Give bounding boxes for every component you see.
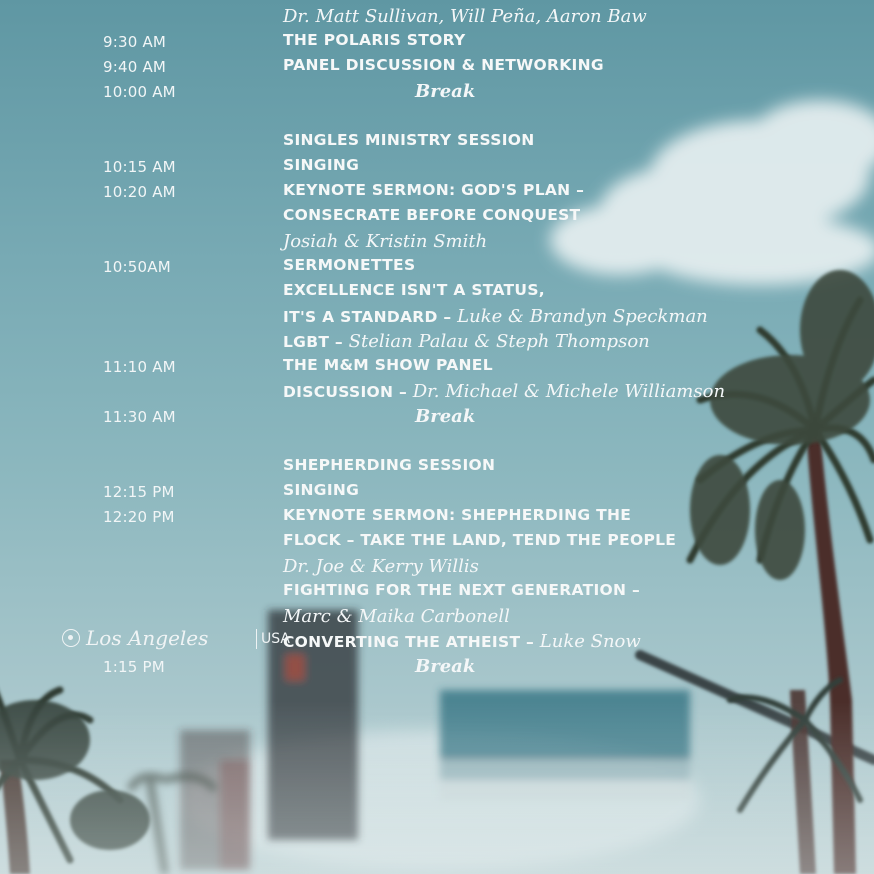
schedule-row bbox=[0, 231, 874, 256]
session-title: DISCUSSION – bbox=[283, 383, 413, 401]
schedule-row bbox=[0, 481, 874, 506]
schedule-row bbox=[0, 131, 874, 156]
session-title: EXCELLENCE ISN'T A STATUS, bbox=[283, 281, 545, 299]
session-line bbox=[283, 606, 510, 627]
session-title: CONVERTING THE ATHEIST – bbox=[283, 633, 540, 651]
session-line bbox=[283, 481, 359, 500]
session-line bbox=[283, 31, 466, 50]
time-label: 10:00 AM bbox=[103, 83, 176, 101]
session-line bbox=[283, 181, 584, 200]
session-line bbox=[283, 131, 535, 150]
time-label: 1:15 PM bbox=[103, 658, 165, 676]
session-title: CONSECRATE BEFORE CONQUEST bbox=[283, 206, 581, 224]
time-label: 10:15 AM bbox=[103, 158, 176, 176]
session-line bbox=[283, 6, 647, 27]
speaker-names: Stelian Palau & Steph Thompson bbox=[348, 331, 650, 352]
session-title: THE POLARIS STORY bbox=[283, 31, 466, 49]
schedule-row bbox=[0, 531, 874, 556]
session-line bbox=[283, 56, 604, 75]
speaker-names: Luke & Brandyn Speckman bbox=[457, 306, 708, 327]
location-city: Los Angeles bbox=[86, 626, 209, 650]
session-line bbox=[283, 356, 493, 375]
location-country: USA bbox=[261, 631, 290, 647]
speaker-names: Luke Snow bbox=[539, 631, 641, 652]
session-title: KEYNOTE SERMON: GOD'S PLAN – bbox=[283, 181, 585, 199]
schedule-row bbox=[0, 206, 874, 231]
session-title: SINGING bbox=[283, 481, 360, 499]
break-row bbox=[0, 81, 874, 106]
session-line bbox=[283, 231, 487, 252]
time-label: 9:40 AM bbox=[103, 58, 167, 76]
schedule-row bbox=[0, 456, 874, 481]
location-divider bbox=[256, 629, 257, 649]
speaker-names: Dr. Matt Sullivan, Will Peña, Aaron Baw bbox=[283, 6, 647, 27]
schedule-row bbox=[0, 306, 874, 331]
time-label: 11:30 AM bbox=[103, 408, 176, 426]
session-title: PANEL DISCUSSION & NETWORKING bbox=[283, 56, 604, 74]
speaker-names: Josiah & Kristin Smith bbox=[283, 231, 488, 252]
session-line bbox=[283, 506, 631, 525]
session-line bbox=[283, 531, 676, 550]
time-label: 10:50AM bbox=[103, 258, 171, 276]
session-line bbox=[283, 206, 580, 225]
session-title: LGBT – bbox=[283, 333, 349, 351]
break-row bbox=[0, 406, 874, 431]
schedule-row bbox=[0, 381, 874, 406]
session-line bbox=[283, 281, 545, 300]
schedule-row bbox=[0, 181, 874, 206]
session-title: SHEPHERDING SESSION bbox=[283, 456, 496, 474]
session-line bbox=[283, 306, 708, 327]
session-title: THE M&M SHOW PANEL bbox=[283, 356, 493, 374]
location-pin-icon bbox=[62, 629, 80, 647]
schedule-row bbox=[0, 331, 874, 356]
session-line bbox=[283, 456, 495, 475]
session-line bbox=[283, 331, 650, 352]
schedule-row bbox=[0, 6, 874, 31]
break-label: Break bbox=[415, 81, 476, 102]
schedule-row bbox=[0, 556, 874, 581]
session-line bbox=[283, 631, 641, 652]
session-title: KEYNOTE SERMON: SHEPHERDING THE bbox=[283, 506, 632, 524]
session-title: FIGHTING FOR THE NEXT GENERATION – bbox=[283, 581, 641, 599]
session-title: SINGING bbox=[283, 156, 360, 174]
session-line bbox=[283, 256, 415, 275]
break-label: Break bbox=[415, 406, 476, 427]
break-label: Break bbox=[415, 656, 476, 677]
schedule-row bbox=[0, 31, 874, 56]
schedule-row bbox=[0, 506, 874, 531]
session-line bbox=[283, 581, 640, 600]
session-title: SINGLES MINISTRY SESSION bbox=[283, 131, 535, 149]
session-title: FLOCK – TAKE THE LAND, TEND THE PEOPLE bbox=[283, 531, 677, 549]
schedule-row bbox=[0, 356, 874, 381]
session-line bbox=[283, 556, 479, 577]
schedule-row bbox=[0, 156, 874, 181]
time-label: 12:20 PM bbox=[103, 508, 175, 526]
speaker-names: Marc & Maika Carbonell bbox=[283, 606, 510, 627]
schedule-row bbox=[0, 281, 874, 306]
session-title: IT'S A STANDARD – bbox=[283, 308, 458, 326]
session-line bbox=[283, 381, 725, 402]
speaker-names: Dr. Joe & Kerry Willis bbox=[283, 556, 479, 577]
schedule-row bbox=[0, 56, 874, 81]
session-title: SERMONETTES bbox=[283, 256, 416, 274]
time-label: 12:15 PM bbox=[103, 483, 175, 501]
time-label: 11:10 AM bbox=[103, 358, 176, 376]
speaker-names: Dr. Michael & Michele Williamson bbox=[412, 381, 726, 402]
time-label: 9:30 AM bbox=[103, 33, 167, 51]
time-label: 10:20 AM bbox=[103, 183, 176, 201]
session-line bbox=[283, 156, 359, 175]
break-row bbox=[0, 656, 874, 681]
schedule-row bbox=[0, 581, 874, 606]
schedule-row bbox=[0, 256, 874, 281]
